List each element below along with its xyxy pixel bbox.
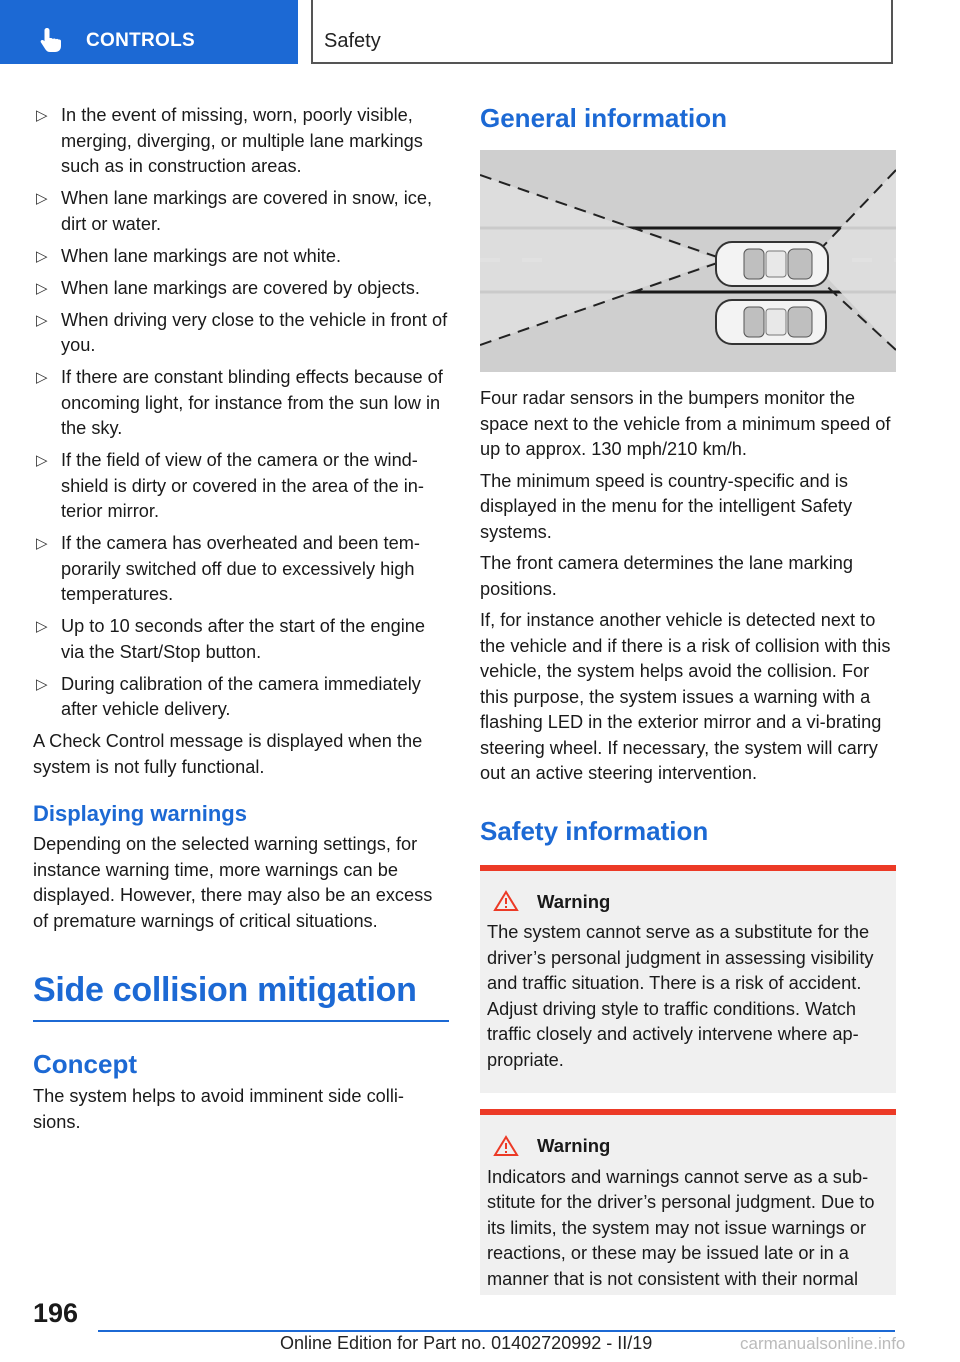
warning-box bbox=[480, 1109, 896, 1295]
list-item bbox=[33, 276, 449, 302]
bullet-triangle-icon: ▷ bbox=[36, 107, 48, 124]
bullet-triangle-icon: ▷ bbox=[36, 369, 48, 386]
list-item-text: When driving very close to the vehicle in front of you. bbox=[61, 309, 448, 355]
radar-coverage-illustration bbox=[480, 150, 896, 372]
general-information-text bbox=[480, 386, 896, 787]
bullet-triangle-icon: ▷ bbox=[36, 190, 48, 207]
right-column bbox=[480, 102, 896, 1295]
list-item-text: If the field of view of the camera or the wind-shield is dirty or covered in the area of the in-terior mirror. bbox=[61, 450, 424, 521]
warning-triangle-icon bbox=[493, 890, 519, 912]
chapter-tab bbox=[0, 0, 298, 64]
bullet-triangle-icon: ▷ bbox=[36, 618, 48, 635]
section-header-box bbox=[311, 0, 893, 64]
list-item bbox=[33, 448, 449, 525]
list-item bbox=[33, 672, 449, 723]
warning-title-row bbox=[487, 889, 890, 915]
paragraph: Four radar sensors in the bumpers monitor the space next to the vehicle from a minimum speed of up to approx. 130 mph/210 km/h. bbox=[480, 388, 891, 459]
list-item-text: When lane markings are covered by objects. bbox=[61, 277, 420, 298]
displaying-warnings-heading: Displaying warnings bbox=[33, 801, 247, 826]
bullet-triangle-icon: ▷ bbox=[36, 675, 48, 693]
list-item bbox=[33, 308, 449, 359]
warning-triangle-icon bbox=[493, 1135, 519, 1157]
list-item-text: If the camera has overheated and been tem-porarily switched off due to excessively high temperatures. bbox=[61, 533, 420, 604]
list-item-text: Up to 10 seconds after the start of the engine via the Start/Stop button. bbox=[61, 616, 425, 662]
bullet-triangle-icon: ▷ bbox=[36, 452, 48, 469]
page-number: 196 bbox=[33, 1298, 79, 1328]
bullet-triangle-icon: ▷ bbox=[36, 279, 48, 297]
check-control-text: A Check Control message is displayed when the system is not fully functional. bbox=[33, 731, 423, 777]
list-item bbox=[33, 365, 449, 442]
bullet-triangle-icon: ▷ bbox=[36, 535, 48, 552]
general-information-heading: General information bbox=[480, 103, 728, 133]
warning-title: Warning bbox=[537, 1135, 611, 1156]
section-title: Safety bbox=[324, 30, 381, 52]
footer-rule bbox=[98, 1330, 895, 1332]
list-item bbox=[33, 244, 449, 270]
warning-title: Warning bbox=[537, 890, 611, 912]
warning-title-row bbox=[487, 1133, 890, 1159]
displaying-warnings-text: Depending on the selected warning settings, for instance warning time, more warnings can be displayed. However, there may also be an excess of premature warnings of critical situations. bbox=[33, 834, 433, 931]
list-item bbox=[33, 186, 449, 237]
concept-text: The system helps to avoid imminent side colli-sions. bbox=[33, 1086, 404, 1132]
list-item-text: During calibration of the camera immediately after vehicle delivery. bbox=[61, 673, 421, 719]
list-item bbox=[33, 103, 449, 180]
watermark: carmanualsonline.info bbox=[740, 1334, 906, 1353]
list-item bbox=[33, 531, 449, 608]
edition-text: Online Edition for Part no. 01402720992 - II/19 bbox=[280, 1333, 653, 1353]
concept-heading: Concept bbox=[33, 1049, 137, 1079]
paragraph: The minimum speed is country-specific and is displayed in the menu for the intelligent Safety systems. bbox=[480, 470, 853, 542]
bullet-triangle-icon: ▷ bbox=[36, 311, 48, 329]
paragraph: The front camera determines the lane marking positions. bbox=[480, 553, 854, 599]
list-item-text: When lane markings are covered in snow, ice, dirt or water. bbox=[61, 188, 433, 234]
list-item-text: When lane markings are not white. bbox=[61, 245, 342, 266]
chapter-label: CONTROLS bbox=[86, 30, 196, 51]
list-item-text: In the event of missing, worn, poorly visible, merging, diverging, or multiple lane markings such as in construction areas. bbox=[61, 105, 423, 176]
bullet-triangle-icon: ▷ bbox=[36, 247, 48, 265]
paragraph: If, for instance another vehicle is detected next to the vehicle and if there is a risk of collision with this vehicle, the system helps avoid the collision. For this purpose, the system issues a warning with a flashing LED in the exterior mirror and a vi-brating steering wheel. If necessary, the system will carry out an active steering intervention. bbox=[480, 610, 891, 783]
warning-text: Indicators and warnings cannot serve as a sub-stitute for the driver’s personal judgment. Due to its limits, the system may not issue warnings or reactions, or these may be issued late or in a manner that is not consistent with their normal bbox=[487, 1166, 875, 1289]
safety-information-heading: Safety information bbox=[480, 815, 709, 846]
list-item bbox=[33, 614, 449, 665]
list-item-text: If there are constant blinding effects because of oncoming light, for instance from the sun low in the sky. bbox=[61, 367, 443, 438]
limitations-list bbox=[33, 103, 449, 723]
warning-box bbox=[480, 865, 896, 1094]
hand-pointer-icon bbox=[38, 27, 68, 53]
warning-text: The system cannot serve as a substitute for the driver’s personal judgment in assessing visibility and traffic situation. There is a risk of accident. Adjust driving style to traffic conditions. Watch traffic closely and actively intervene where ap-propriate. bbox=[487, 922, 874, 1070]
radar-coverage-figure bbox=[480, 150, 896, 372]
left-column bbox=[33, 103, 449, 1141]
section-heading: Side collision mitigation bbox=[33, 968, 449, 1022]
